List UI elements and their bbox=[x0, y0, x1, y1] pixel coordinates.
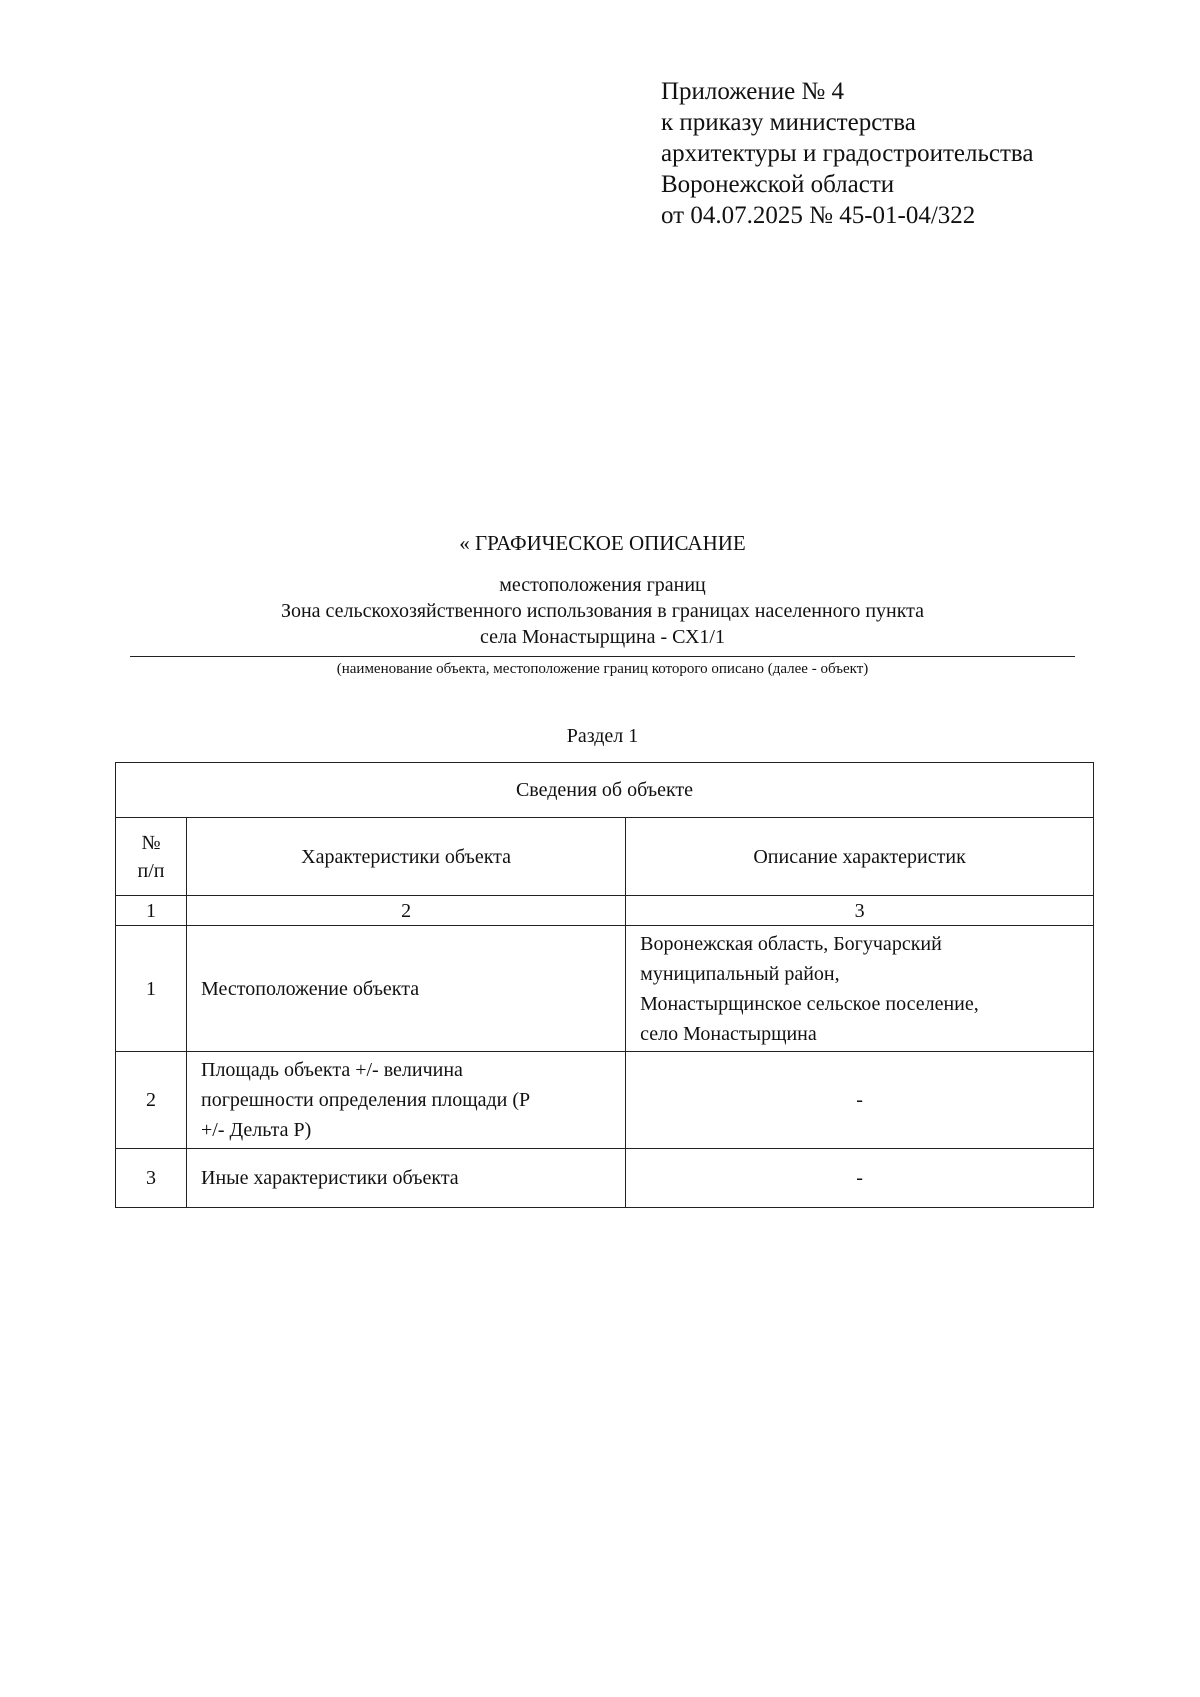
cell-line: погрешности определения площади (P bbox=[201, 1089, 531, 1111]
cell-line: муниципальный район, bbox=[640, 962, 840, 985]
row-num: 1 bbox=[116, 926, 187, 1052]
cell-line: - bbox=[856, 1089, 863, 1111]
subtitle-line: Зона сельскохозяйственного использования в границах населенного пункта bbox=[280, 600, 925, 622]
header-num-line2: п/п bbox=[137, 859, 165, 882]
header-num-line1: № bbox=[141, 831, 161, 854]
row-characteristic bbox=[187, 1149, 626, 1208]
cell-line: Монастырщинское сельское поселение, bbox=[640, 992, 979, 1015]
cell-line: +/- Дельта P) bbox=[201, 1119, 312, 1141]
column-number: 1 bbox=[116, 896, 187, 926]
column-number-row bbox=[116, 896, 1094, 926]
table-row bbox=[116, 1149, 1094, 1208]
header-characteristic: Характеристики объекта bbox=[187, 818, 626, 896]
appendix-line: от 04.07.2025 № 45-01-04/322 bbox=[661, 202, 976, 229]
cell-line: село Монастырщина bbox=[640, 1022, 817, 1045]
appendix-line: к приказу министерства bbox=[661, 109, 916, 136]
document-title: « ГРАФИЧЕСКОЕ ОПИСАНИЕ bbox=[459, 531, 746, 555]
appendix-line: архитектуры и градостроительства bbox=[661, 140, 1034, 167]
cell-line: Иные характеристики объекта bbox=[201, 1167, 459, 1189]
section-label: Раздел 1 bbox=[566, 725, 639, 747]
subtitle-line: местоположения границ bbox=[499, 574, 706, 596]
header-num bbox=[116, 818, 187, 896]
object-caption: (наименование объекта, местоположение границ которого описано (далее - объект) bbox=[336, 661, 869, 677]
table-row bbox=[116, 1052, 1094, 1149]
title-underline bbox=[130, 656, 1075, 657]
appendix-line: Приложение № 4 bbox=[661, 78, 845, 105]
row-description bbox=[626, 926, 1094, 1052]
appendix-header bbox=[661, 76, 1033, 231]
column-number: 2 bbox=[187, 896, 626, 926]
object-info-table bbox=[115, 762, 1094, 1208]
row-description bbox=[626, 1149, 1094, 1208]
cell-line: Местоположение объекта bbox=[201, 977, 420, 1000]
table-caption-row bbox=[116, 763, 1094, 818]
table-caption: Сведения об объекте bbox=[116, 763, 1094, 818]
row-description bbox=[626, 1052, 1094, 1149]
cell-line: - bbox=[856, 1167, 863, 1189]
row-num: 3 bbox=[116, 1149, 187, 1208]
document-subtitle bbox=[130, 572, 1075, 650]
row-characteristic bbox=[187, 926, 626, 1052]
table-header-row bbox=[116, 818, 1094, 896]
row-characteristic bbox=[187, 1052, 626, 1149]
appendix-line: Воронежской области bbox=[661, 171, 895, 198]
cell-line: Площадь объекта +/- величина bbox=[201, 1059, 463, 1081]
column-number: 3 bbox=[626, 896, 1094, 926]
table-row bbox=[116, 926, 1094, 1052]
row-num: 2 bbox=[116, 1052, 187, 1149]
subtitle-line: села Монастырщина - СХ1/1 bbox=[480, 626, 725, 648]
cell-line: Воронежская область, Богучарский bbox=[640, 932, 942, 955]
header-description: Описание характеристик bbox=[626, 818, 1094, 896]
